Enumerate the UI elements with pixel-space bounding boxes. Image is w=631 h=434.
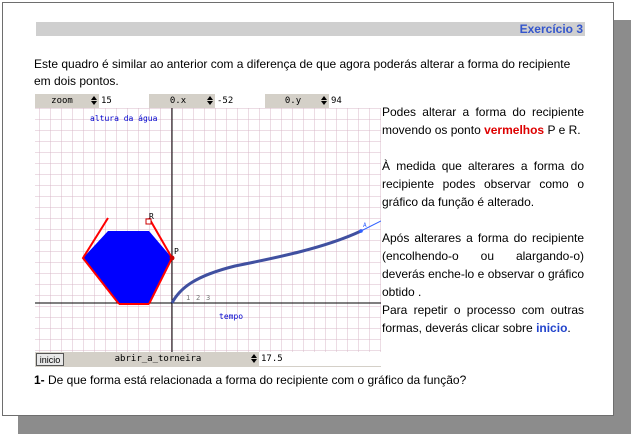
title-bar <box>36 22 585 36</box>
y-axis-label: altura da água <box>90 114 158 123</box>
point-p-label: P <box>174 247 179 256</box>
zoom-value[interactable]: 15 <box>99 94 149 108</box>
inicio-link[interactable]: inicio <box>536 321 568 335</box>
curve-end-label: A <box>363 222 367 229</box>
torneira-spinner[interactable] <box>251 353 257 365</box>
intro-text: Este quadro é similar ao anterior com a diferença de que agora poderás alterar a forma do recipiente em dois pontos. <box>34 57 571 88</box>
graph-grid <box>35 108 381 352</box>
zoom-spinner[interactable] <box>91 95 97 107</box>
down-arrow-icon[interactable] <box>321 101 327 105</box>
graph-area[interactable] <box>35 108 381 352</box>
inicio-button[interactable]: inicio <box>36 353 64 366</box>
zoom-label: zoom <box>51 96 73 106</box>
point-p-handle[interactable] <box>170 256 175 261</box>
down-arrow-icon[interactable] <box>91 101 97 105</box>
abrir-torneira-label: abrir_a_torneira <box>114 354 202 364</box>
down-arrow-icon[interactable] <box>207 101 213 105</box>
down-arrow-icon[interactable] <box>251 359 257 363</box>
tick-label-2: 2 <box>196 294 201 302</box>
instruction-paragraph-1 <box>382 103 584 139</box>
instruction-text: Podes alterar a forma do recipiente movendo os ponto <box>382 105 584 137</box>
oy-label: 0.y <box>284 96 302 106</box>
side-instructions <box>382 103 584 355</box>
exercise-title: Exercício 3 <box>519 22 583 36</box>
oy-value[interactable]: 94 <box>329 94 381 108</box>
ox-label: 0.x <box>169 96 187 106</box>
instruction-text: . <box>567 321 571 335</box>
red-points-text: vermelhos <box>484 123 545 137</box>
instruction-text: P e R. <box>544 123 581 137</box>
bottom-control-bar <box>35 352 381 367</box>
up-arrow-icon[interactable] <box>251 354 257 358</box>
curve-end-point <box>359 229 363 233</box>
tick-label-1: 1 <box>186 294 191 302</box>
ox-spinner[interactable] <box>207 95 213 107</box>
question-1 <box>34 372 466 388</box>
instruction-paragraph-3: Após alterares a forma do recipiente (encolhendo-o ou alargando-o) deverás enche-lo e observar o gráfico obtido . <box>382 231 584 299</box>
torneira-value[interactable]: 17.5 <box>259 352 381 366</box>
up-arrow-icon[interactable] <box>91 96 97 100</box>
oy-spinner[interactable] <box>321 95 327 107</box>
instruction-paragraph-4 <box>382 301 584 337</box>
question-text: De que forma está relacionada a forma do recipiente com o gráfico da função? <box>44 373 467 387</box>
x-axis-label: tempo <box>219 312 244 321</box>
point-r-label: R <box>149 212 154 221</box>
up-arrow-icon[interactable] <box>321 96 327 100</box>
tick-label-3: 3 <box>206 294 211 302</box>
ox-value[interactable]: -52 <box>215 94 265 108</box>
question-number: 1- <box>34 373 45 387</box>
control-bar <box>35 94 381 108</box>
up-arrow-icon[interactable] <box>207 96 213 100</box>
instruction-text: Para repetir o processo com outras formas, deverás clicar sobre <box>382 303 584 335</box>
instruction-paragraph-2: À medida que alterares a forma do recipiente podes observar como o gráfico da função é alterado. <box>382 159 584 209</box>
